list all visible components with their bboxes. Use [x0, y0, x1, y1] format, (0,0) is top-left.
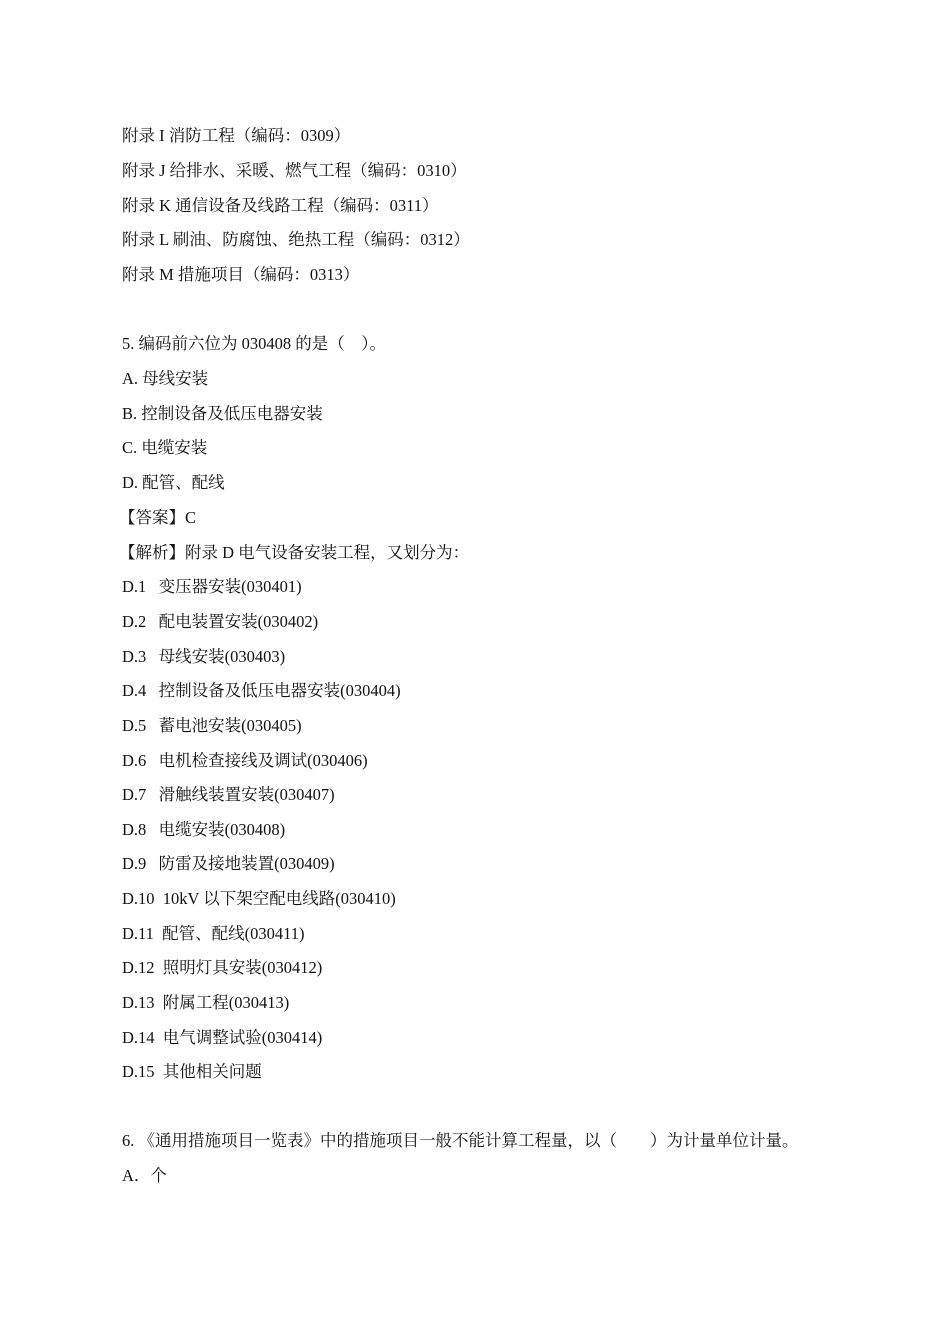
question-5-answer: 【答案】C [119, 508, 197, 527]
appendix-item: 附录 L 刷油、防腐蚀、绝热工程（编码：0312） [122, 230, 470, 249]
analysis-item: D.13 附属工程(030413) [122, 993, 290, 1012]
question-5-option-b: B. 控制设备及低压电器安装 [122, 404, 323, 423]
question-5-analysis-intro: 【解析】附录 D 电气设备安装工程，又划分为： [119, 543, 470, 562]
analysis-item: D.14 电气调整试验(030414) [122, 1028, 323, 1047]
analysis-item: D.7 滑触线装置安装(030407) [122, 785, 335, 804]
appendix-item: 附录 J 给排水、采暖、燃气工程（编码：0310） [122, 161, 467, 180]
analysis-item: D.9 防雷及接地装置(030409) [122, 854, 335, 873]
analysis-item: D.5 蓄电池安装(030405) [122, 716, 302, 735]
question-6-stem: 6. 《通用措施项目一览表》中的措施项目一般不能计算工程量，以（ ）为计量单位计量。 [122, 1131, 799, 1150]
appendix-item: 附录 M 措施项目（编码：0313） [122, 265, 360, 284]
appendix-item: 附录 I 消防工程（编码：0309） [122, 126, 351, 145]
question-5-option-c: C. 电缆安装 [122, 438, 208, 457]
question-6-option-a: A．个 [122, 1166, 167, 1185]
analysis-item: D.11 配管、配线(030411) [122, 924, 305, 943]
analysis-item: D.15 其他相关问题 [122, 1062, 262, 1081]
question-5-stem: 5. 编码前六位为 030408 的是（ ）。 [122, 334, 386, 353]
question-5-option-a: A. 母线安装 [122, 369, 209, 388]
analysis-item: D.10 10kV 以下架空配电线路(030410) [122, 889, 396, 908]
analysis-item: D.3 母线安装(030403) [122, 647, 286, 666]
analysis-item: D.4 控制设备及低压电器安装(030404) [122, 681, 401, 700]
question-5-option-d: D. 配管、配线 [122, 473, 225, 492]
analysis-item: D.8 电缆安装(030408) [122, 820, 286, 839]
analysis-item: D.2 配电装置安装(030402) [122, 612, 319, 631]
analysis-item: D.6 电机检查接线及调试(030406) [122, 751, 368, 770]
analysis-item: D.12 照明灯具安装(030412) [122, 958, 323, 977]
appendix-item: 附录 K 通信设备及线路工程（编码：0311） [122, 196, 439, 215]
analysis-item: D.1 变压器安装(030401) [122, 577, 302, 596]
